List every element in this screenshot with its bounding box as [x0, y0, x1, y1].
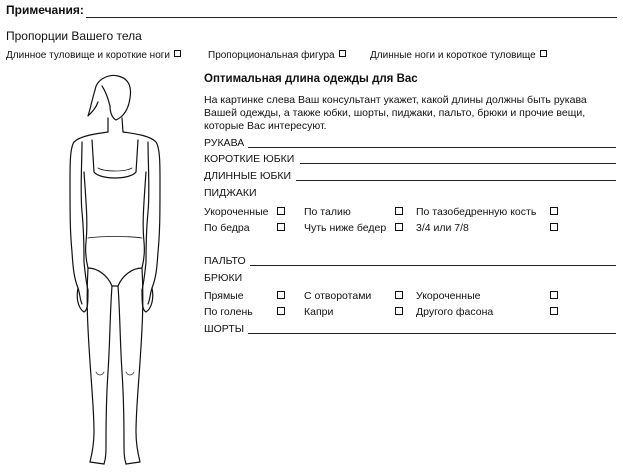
proportion-option-2-checkbox[interactable]: [339, 50, 346, 57]
shorts-label: ШОРТЫ: [204, 323, 245, 335]
proportion-option-3-checkbox[interactable]: [540, 50, 547, 57]
trouser-checkbox[interactable]: [277, 291, 285, 299]
proportion-option-2-label: Пропорциональная фигура: [208, 50, 335, 61]
trouser-checkbox[interactable]: [550, 307, 558, 315]
proportion-option-1[interactable]: [6, 50, 181, 62]
jacket-checkbox[interactable]: [277, 207, 285, 215]
jacket-checkbox[interactable]: [395, 207, 403, 215]
short-skirts-line[interactable]: [300, 163, 616, 164]
trouser-option: С отворотами: [304, 290, 372, 302]
trouser-checkbox[interactable]: [277, 307, 285, 315]
jacket-checkbox[interactable]: [395, 223, 403, 231]
long-skirts-line[interactable]: [296, 180, 616, 181]
long-skirts-label: ДЛИННЫЕ ЮБКИ: [204, 170, 292, 182]
jackets-label: ПИДЖАКИ: [204, 187, 257, 199]
sleeves-line[interactable]: [248, 147, 616, 148]
trouser-checkbox[interactable]: [395, 291, 403, 299]
trousers-label: БРЮКИ: [204, 272, 243, 284]
sleeves-label: РУКАВА: [204, 137, 245, 149]
intro-line-2: Вашей одежды, а также юбки, шорты, пиджаки, пальто, брюки и прочие вещи,: [204, 107, 586, 119]
jacket-option: По тазобедренную кость: [416, 206, 537, 218]
trouser-option: Прямые: [204, 290, 244, 302]
intro-line-3: которые Вас интересуют.: [204, 120, 327, 132]
trouser-checkbox[interactable]: [395, 307, 403, 315]
proportion-option-3-label: Длинные ноги и короткое туловище: [370, 50, 536, 61]
jacket-option: Укороченные: [204, 206, 269, 218]
jacket-checkbox[interactable]: [550, 223, 558, 231]
notes-label: Примечания:: [6, 3, 84, 17]
short-skirts-label: КОРОТКИЕ ЮБКИ: [204, 153, 295, 165]
proportion-option-3[interactable]: [370, 50, 547, 62]
trouser-checkbox[interactable]: [550, 291, 558, 299]
jacket-checkbox[interactable]: [550, 207, 558, 215]
proportion-option-1-label: Длинное туловище и короткие ноги: [6, 50, 170, 61]
trouser-option: По голень: [204, 306, 253, 318]
trouser-option: Другого фасона: [416, 306, 494, 318]
proportions-heading: Пропорции Вашего тела: [6, 29, 142, 43]
jacket-checkbox[interactable]: [277, 223, 285, 231]
jacket-option: Чуть ниже бедер: [304, 222, 387, 234]
coat-label: ПАЛЬТО: [204, 255, 246, 267]
notes-line[interactable]: [86, 17, 617, 18]
proportion-option-2[interactable]: [208, 50, 346, 62]
shorts-line[interactable]: [248, 333, 616, 334]
jacket-option: 3/4 или 7/8: [416, 222, 469, 234]
proportion-option-1-checkbox[interactable]: [174, 50, 181, 57]
jacket-option: По талию: [304, 206, 351, 218]
body-figure-illustration: [50, 72, 180, 470]
coat-line[interactable]: [250, 265, 616, 266]
trouser-option: Капри: [304, 306, 334, 318]
jacket-option: По бедра: [204, 222, 250, 234]
intro-line-1: На картинке слева Ваш консультант укажет, какой длины должны быть рукава: [204, 94, 587, 106]
trouser-option: Укороченные: [416, 290, 481, 302]
optimal-heading: Оптимальная длина одежды для Вас: [204, 73, 418, 85]
